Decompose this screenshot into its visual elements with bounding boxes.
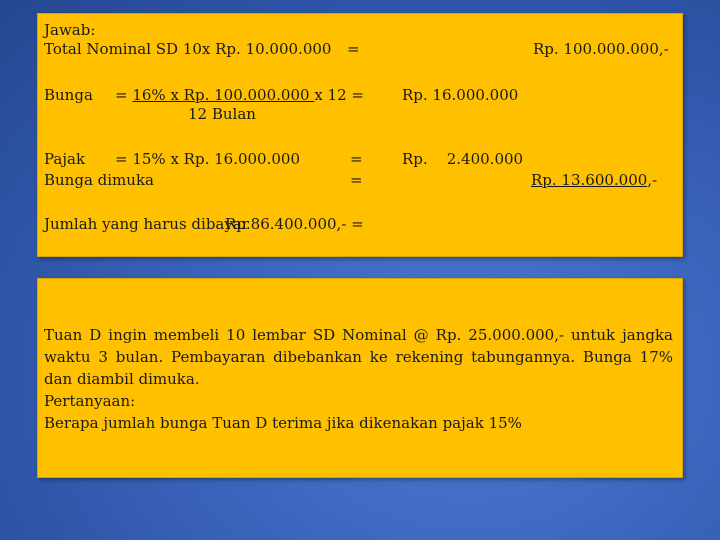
bunga-dimuka-value xyxy=(531,171,657,189)
bunga-formula xyxy=(115,86,364,104)
bunga-dimuka-equals: = xyxy=(350,171,363,189)
total-nominal-equals: = xyxy=(347,40,360,58)
pajak-value: Rp. 2.400.000 xyxy=(402,150,524,168)
pertanyaan-text: Berapa jumlah bunga Tuan D terima jika dikenakan pajak 15% xyxy=(44,414,522,432)
answer-heading: Jawab: xyxy=(44,21,96,39)
bunga-dimuka-label: Bunga dimuka xyxy=(44,171,154,189)
bunga-formula-prefix: = xyxy=(115,86,133,104)
answer-panel xyxy=(37,13,683,257)
pajak-label: Pajak xyxy=(44,150,86,168)
bunga-label: Bunga xyxy=(44,86,93,104)
jumlah-value: Rp.86.400.000,- = xyxy=(225,215,364,233)
question-text xyxy=(44,324,673,434)
bunga-denominator: 12 Bulan xyxy=(188,105,256,123)
pertanyaan-label: Pertanyaan: xyxy=(44,392,136,410)
total-nominal-value: Rp. 100.000.000,- xyxy=(533,40,669,58)
bunga-formula-suffix: x 12 = xyxy=(314,86,364,104)
bunga-value: Rp. 16.000.000 xyxy=(402,86,519,104)
bunga-formula-numerator: 16% x Rp. 100.000.000 xyxy=(132,86,315,104)
pajak-formula: = 15% x Rp. 16.000.000 xyxy=(115,150,300,168)
jumlah-label: Jumlah yang harus dibayar xyxy=(44,215,249,233)
total-nominal-label: Total Nominal SD 10x Rp. 10.000.000 xyxy=(44,40,332,58)
bunga-dimuka-suffix: ,- xyxy=(647,171,658,189)
bunga-dimuka-amount: Rp. 13.600.000 xyxy=(531,171,648,189)
question-panel xyxy=(37,278,683,478)
pajak-equals: = xyxy=(350,150,363,168)
question-paragraph: Tuan D ingin membeli 10 lembar SD Nominal @ Rp. 25.000.000,- untuk jangka waktu 3 bulan. Pembayaran dibebankan ke rekening tabungannya. Bunga 17% dan diambil dimuka. xyxy=(44,326,673,388)
